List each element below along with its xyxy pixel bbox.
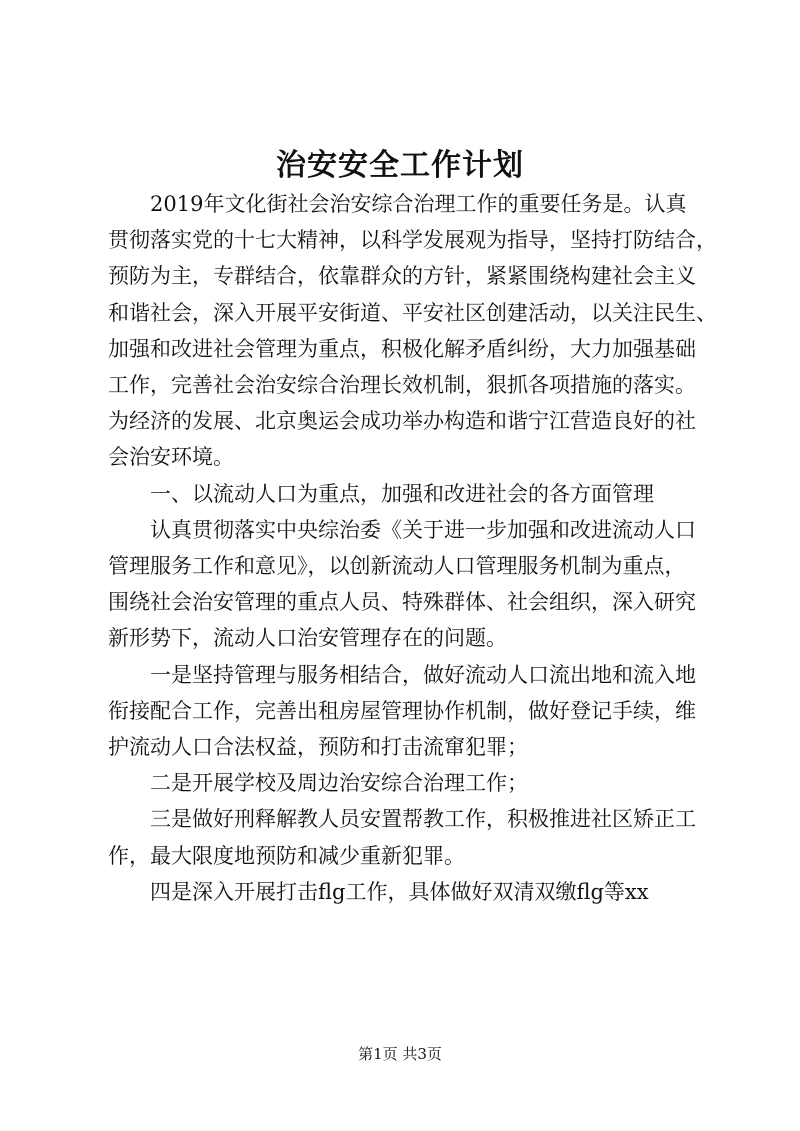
text-line: 和谐社会，深入开展平安街道、平安社区创建活动，以关注民生、 [108,300,717,325]
text-line: 新形势下，流动人口治安管理存在的问题。 [108,626,507,651]
text-line: 一、以流动人口为重点，加强和改进社会的各方面管理 [150,481,654,506]
document-body [108,186,717,910]
text-line: 加强和改进社会管理为重点，积极化解矛盾纠纷，大力加强基础 [108,336,696,361]
text-line: 围绕社会治安管理的重点人员、特殊群体、社会组织，深入研究 [108,590,696,615]
paragraph-section-1 [108,512,708,657]
text-line: 为经济的发展、北京奥运会成功举办构造和谐宁江营造良好的社 [108,409,696,434]
text-line: 管理服务工作和意见》，以创新流动人口管理服务机制为重点， [108,554,686,579]
text-line: 认真贯彻落实中央综治委《关于进一步加强和改进流动人口 [150,517,696,542]
text-line: 工作，完善社会治安综合治理长效机制，狠抓各项措施的落实。 [108,373,696,398]
text-line: 预防为主，专群结合，依靠群众的方针，紧紧围绕构建社会主义 [108,264,696,289]
text-line: 护流动人口合法权益，预防和打击流窜犯罪； [108,735,528,760]
text-line: 2019年文化街社会治安综合治理工作的重要任务是。认真 [150,192,687,216]
text-line: 二是开展学校及周边治安综合治理工作； [150,771,528,796]
text-line: 四是深入开展打击flg工作，具体做好双清双缴flg等xx [150,879,649,904]
section-heading-1 [108,476,708,512]
text-line: 作，最大限度地预防和减少重新犯罪。 [108,843,465,868]
page-number-footer: 第1页 共3页 [358,1045,442,1063]
paragraph-intro [108,186,717,476]
text-line: 会治安环境。 [108,445,234,470]
text-line: 衔接配合工作，完善出租房屋管理协作机制，做好登记手续，维 [108,698,696,723]
paragraph-item-1 [108,657,708,766]
paragraph-item-3 [108,801,708,873]
text-line: 一是坚持管理与服务相结合，做好流动人口流出地和流入地 [150,662,696,687]
text-line: 三是做好刑释解教人员安置帮教工作，积极推进社区矫正工 [150,807,696,832]
document-title: 治安安全工作计划 [276,148,524,183]
paragraph-item-4 [108,874,708,910]
text-line: 贯彻落实党的十七大精神，以科学发展观为指导，坚持打防结合， [108,228,717,253]
paragraph-item-2 [108,765,708,801]
